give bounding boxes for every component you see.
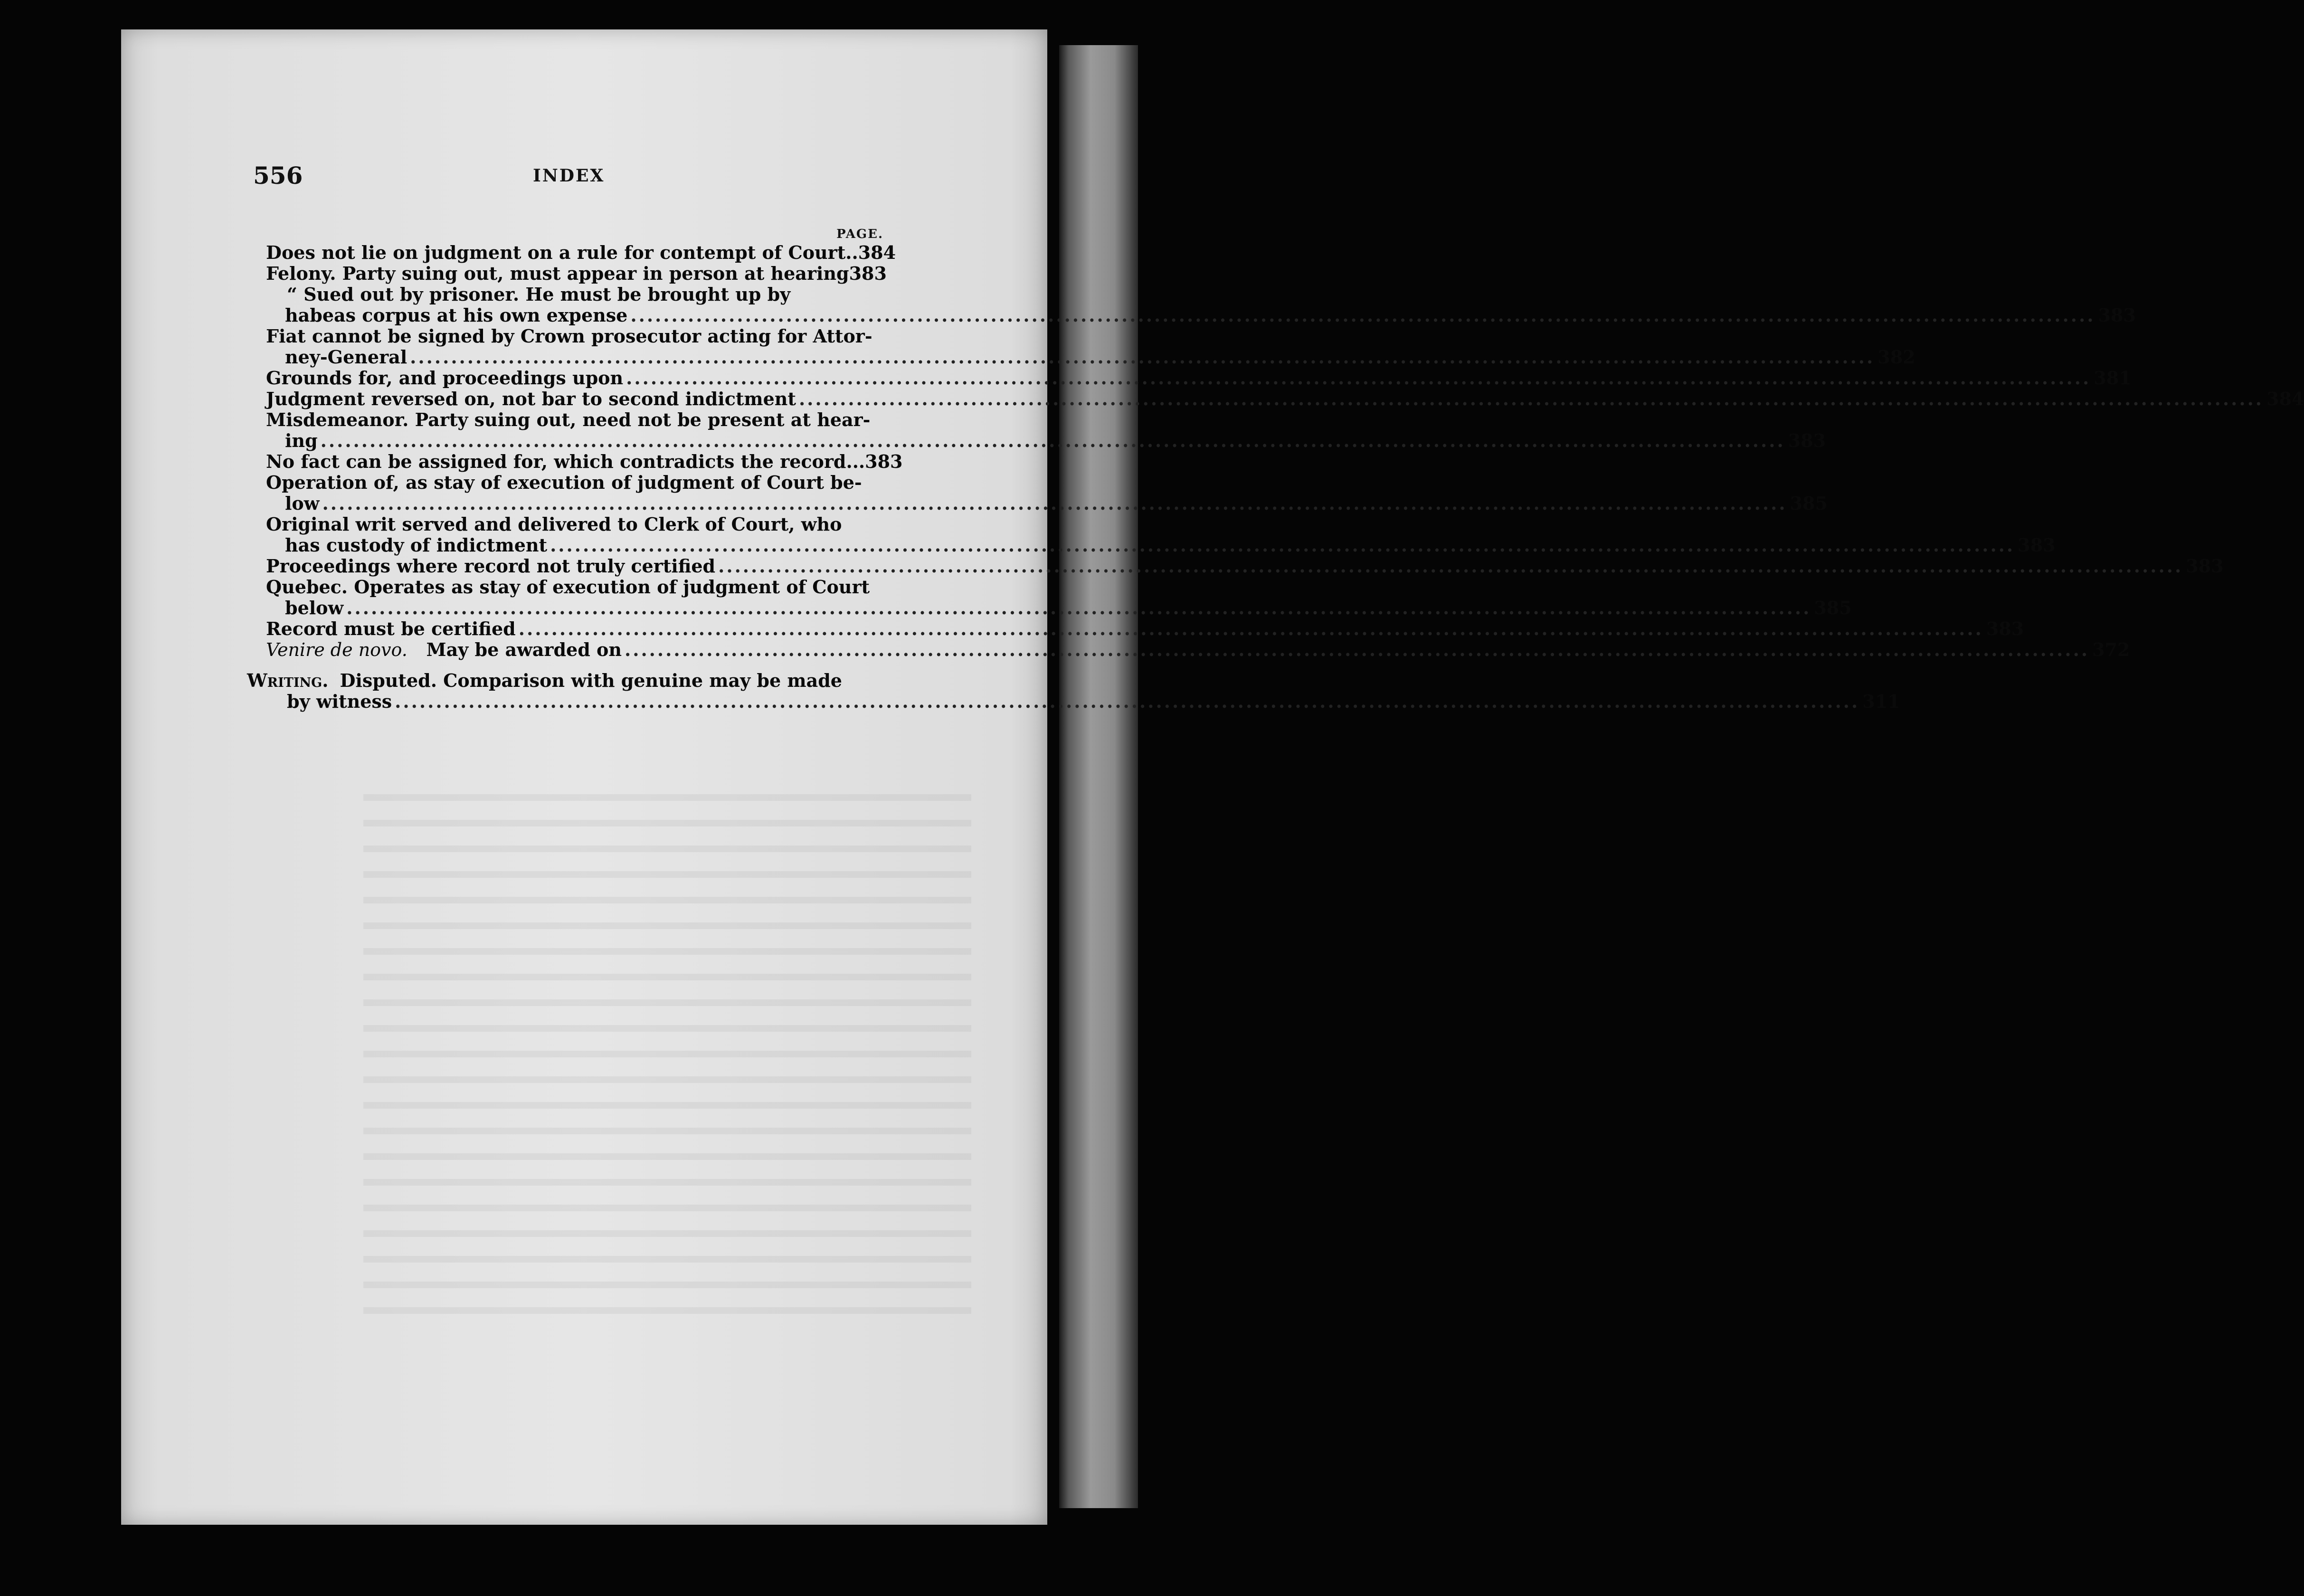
entry-heading: Writing.: [247, 670, 329, 691]
dot-leader: [630, 305, 2095, 326]
entry-page: 384: [2266, 388, 2304, 409]
entry-page: 384: [858, 242, 896, 263]
dot-leader: [799, 389, 2264, 409]
entry-page: 383: [2098, 304, 2136, 326]
entry-text: “ Sued out by prisoner. He must be brought up by: [287, 284, 791, 305]
index-entry: [266, 639, 2130, 660]
index-entry: [266, 409, 1826, 451]
entry-text: No fact can be assigned for, which contradicts the record...: [266, 451, 865, 472]
index-entry: [266, 555, 2224, 577]
dot-leader: [346, 598, 1811, 618]
page-title: INDEX: [533, 166, 605, 186]
dot-leader: [519, 618, 1983, 639]
entry-text: Misdemeanor. Party suing out, need not be present at hear-: [266, 409, 871, 430]
entry-text: Felony. Party suing out, must appear in person at hearing: [266, 263, 849, 284]
entry-text: habeas corpus at his own expense: [285, 304, 628, 326]
page-column-label: PAGE.: [836, 227, 883, 241]
index-entry: [266, 388, 2304, 409]
entry-page: 383: [849, 263, 887, 284]
index-entry: [266, 284, 2136, 326]
entry-latin-term: Venire de novo.: [266, 639, 408, 660]
dot-leader: [322, 493, 1787, 514]
dot-leader: [550, 535, 2015, 556]
entry-text: below: [285, 597, 344, 618]
dot-leader: [410, 347, 1875, 368]
index-entry: [266, 451, 903, 472]
dot-leader: [718, 556, 2183, 577]
entry-text: Proceedings where record not truly certified: [266, 555, 716, 577]
entry-page: 383: [2186, 555, 2224, 577]
entry-page: 382: [1877, 346, 1915, 368]
entry-text: Disputed. Comparison with genuine may be made: [340, 670, 842, 691]
entry-text: May be awarded on: [407, 639, 622, 660]
page-number: 556: [253, 162, 303, 190]
dot-leader: [395, 691, 1859, 712]
entry-text: Grounds for, and proceedings upon: [266, 367, 624, 389]
entry-page: 385: [1814, 597, 1852, 618]
entry-text: ney-General: [285, 346, 408, 368]
entry-page: 383: [1788, 430, 1826, 451]
index-entry: [266, 472, 1828, 514]
entry-text: Record must be certified: [266, 618, 516, 639]
entry-text: low: [285, 493, 320, 514]
index-entry: [266, 325, 1915, 368]
index-entry-writing: [247, 670, 1900, 712]
entry-text: by witness: [287, 691, 392, 712]
entry-text: Does not lie on judgment on a rule for contempt of Court..: [266, 242, 858, 263]
dot-leader: [626, 368, 2091, 389]
entry-text: has custody of indictment: [285, 534, 548, 556]
index-entry: [266, 367, 2132, 389]
entry-page: 372: [2092, 639, 2130, 660]
entry-text: ing: [285, 430, 318, 451]
entry-page: 383: [1986, 618, 2024, 639]
index-entry: [266, 576, 1852, 618]
show-through-text: [363, 780, 971, 1326]
entry-page: 383: [2018, 534, 2056, 556]
index-entry: [266, 513, 2056, 556]
index-entry: [266, 242, 896, 263]
entry-page: 381: [2094, 367, 2132, 389]
entry-text: Quebec. Operates as stay of execution of judgment of Court: [266, 576, 870, 598]
index-entries: [266, 236, 2304, 660]
entry-page: 311: [1862, 691, 1900, 712]
index-entry: [266, 618, 2024, 639]
index-entry: [266, 263, 886, 284]
dot-leader: [321, 430, 1785, 451]
entry-page: 383: [865, 451, 903, 472]
entry-text: Judgment reversed on, not bar to second indictment: [266, 388, 796, 409]
entry-text: Operation of, as stay of execution of judgment of Court be-: [266, 472, 862, 493]
dot-leader: [625, 639, 2089, 660]
entry-text: Fiat cannot be signed by Crown prosecutor acting for Attor-: [266, 325, 872, 347]
facing-page-edge: [1059, 45, 1138, 1508]
entry-text: Original writ served and delivered to Clerk of Court, who: [266, 513, 842, 535]
entry-page: 385: [1790, 493, 1828, 514]
